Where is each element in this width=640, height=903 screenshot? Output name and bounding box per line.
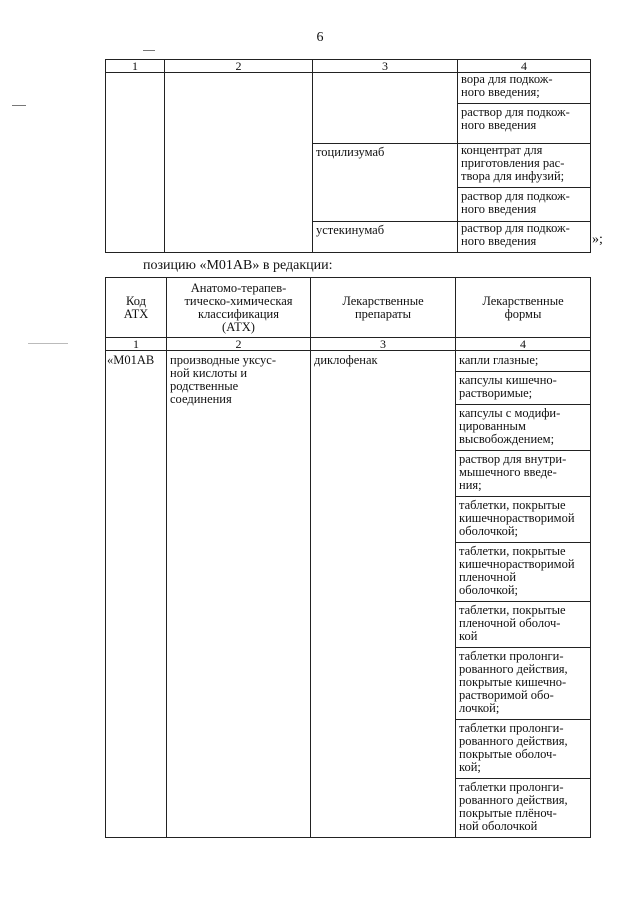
col-num-4: 4: [456, 338, 591, 351]
form-item: таблетки, покрытые пленочной оболоч- кой: [456, 601, 590, 647]
form-item: раствор для внутри- мышечного введе- ния;: [456, 450, 590, 496]
form-item: таблетки пролонги- рованного действия, покрытые оболоч- кой;: [456, 719, 590, 778]
forms-cell: [458, 222, 591, 253]
scan-artifact: [143, 50, 155, 51]
table-row: [106, 351, 591, 838]
classification-cell: производные уксус- ной кислоты и родственные соединения: [167, 351, 311, 838]
column-number-row: [106, 338, 591, 351]
drug-cell: диклофенак: [311, 351, 456, 838]
col-num-3: 3: [313, 60, 458, 73]
drug-cell: устекинумаб: [313, 222, 458, 253]
header-forms: Лекарственные формы: [456, 278, 591, 338]
header-code: Код АТХ: [106, 278, 167, 338]
col-num-1: 1: [106, 60, 165, 73]
drug-cell: [313, 73, 458, 144]
forms-cell: [458, 144, 591, 222]
intro-text: позицию «М01АВ» в редакции:: [143, 258, 333, 273]
forms-cell: [458, 73, 591, 144]
col-num-2: 2: [165, 60, 313, 73]
form-item: капсулы с модифи- цированным высвобождением;: [456, 404, 590, 450]
scan-artifact: [28, 343, 68, 344]
form-item: таблетки, покрытые кишечнорастворимой оболочкой;: [456, 496, 590, 542]
code-cell: «М01АВ: [106, 351, 167, 838]
form-item: таблетки пролонги- рованного действия, покрытые плёноч- ной оболочкой: [456, 778, 590, 837]
form-item: капсулы кишечно- растворимые;: [456, 371, 590, 404]
closing-quote: »;: [592, 232, 603, 247]
col-num-4: 4: [458, 60, 591, 73]
position-table: [105, 277, 591, 838]
scan-artifact: [12, 105, 26, 106]
code-cell-empty: [106, 73, 165, 253]
classification-cell-empty: [165, 73, 313, 253]
forms-cell: [456, 351, 591, 838]
form-item: вора для подкож- ного введения;: [461, 72, 553, 99]
header-drugs: Лекарственные препараты: [311, 278, 456, 338]
form-item: капли глазные;: [459, 353, 539, 367]
form-item: раствор для подкож- ного введения: [461, 221, 570, 248]
col-num-1: 1: [106, 338, 167, 351]
header-row: [106, 278, 591, 338]
page-number: 6: [316, 30, 324, 45]
form-item: таблетки пролонги- рованного действия, покрытые кишечно- растворимой обо- лочкой;: [456, 647, 590, 719]
col-num-3: 3: [311, 338, 456, 351]
drug-cell: тоцилизумаб: [313, 144, 458, 222]
form-item: концентрат для приготовления рас- твора для инфузий;: [461, 143, 565, 183]
form-item: таблетки, покрытые кишечнорастворимой пленочной оболочкой;: [456, 542, 590, 601]
continuation-table: [105, 59, 591, 253]
header-classification: Анатомо-терапев- тическо-химическая классификация (АТХ): [167, 278, 311, 338]
form-item: раствор для подкож- ного введения: [458, 103, 590, 136]
col-num-2: 2: [167, 338, 311, 351]
table-row: [106, 73, 591, 144]
form-item: раствор для подкож- ного введения: [458, 187, 590, 220]
column-number-row: [106, 60, 591, 73]
